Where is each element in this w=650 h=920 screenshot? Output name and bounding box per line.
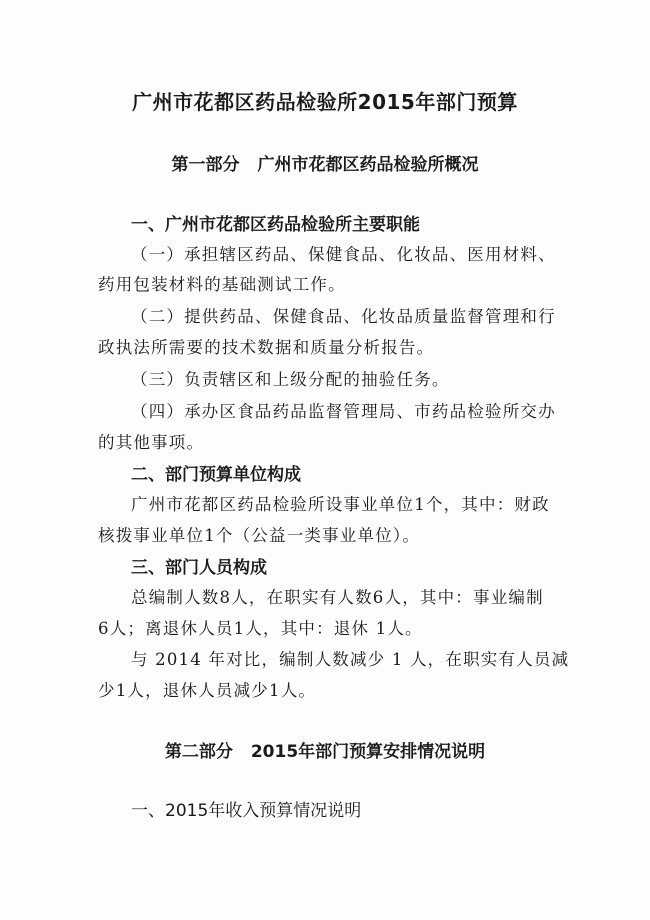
- paragraph-line: （四）承办区食品药品监督管理局、市药品检验所交办: [131, 402, 556, 421]
- part1-heading: [0, 150, 650, 175]
- part2-heading: [0, 737, 650, 762]
- part2-title: 2015年部门预算安排情况说明: [250, 742, 486, 762]
- paragraph-line: 少1人，退休人员减少1人。: [98, 681, 317, 700]
- section-heading: 二、部门预算单位构成: [131, 465, 301, 485]
- part1-label: 第一部分: [171, 155, 240, 175]
- paragraph-line: 广州市花都区药品检验所设事业单位1个，其中：财政: [131, 495, 550, 514]
- paragraph-line: 药用包装材料的基础测试工作。: [98, 275, 346, 294]
- paragraph-line: （二）提供药品、保健食品、化妆品质量监督管理和行: [131, 307, 556, 326]
- paragraph-line: 的其他事项。: [98, 433, 205, 452]
- part2-label: 第二部分: [164, 742, 233, 762]
- paragraph-line: 政执法所需要的技术数据和质量分析报告。: [98, 338, 435, 357]
- paragraph-line: 总编制人数8人，在职实有人数6人，其中：事业编制: [131, 588, 544, 607]
- section-heading: 三、部门人员构成: [131, 558, 267, 578]
- section-heading: 一、2015年收入预算情况说明: [131, 801, 362, 821]
- paragraph-line: 6人；离退休人员1人，其中：退休 1人。: [98, 619, 423, 638]
- paragraph-line: （三）负责辖区和上级分配的抽验任务。: [131, 370, 450, 389]
- paragraph-line: 与 2014 年对比，编制人数减少 1 人，在职实有人员减: [131, 650, 570, 669]
- document-title: 广州市花都区药品检验所2015年部门预算: [132, 90, 518, 114]
- part1-title: 广州市花都区药品检验所概况: [257, 155, 479, 175]
- paragraph-line: （一）承担辖区药品、保健食品、化妆品、医用材料、: [131, 245, 556, 264]
- section-heading: 一、广州市花都区药品检验所主要职能: [131, 215, 420, 235]
- paragraph-line: 核拨事业单位1个（公益一类事业单位）。: [98, 526, 421, 545]
